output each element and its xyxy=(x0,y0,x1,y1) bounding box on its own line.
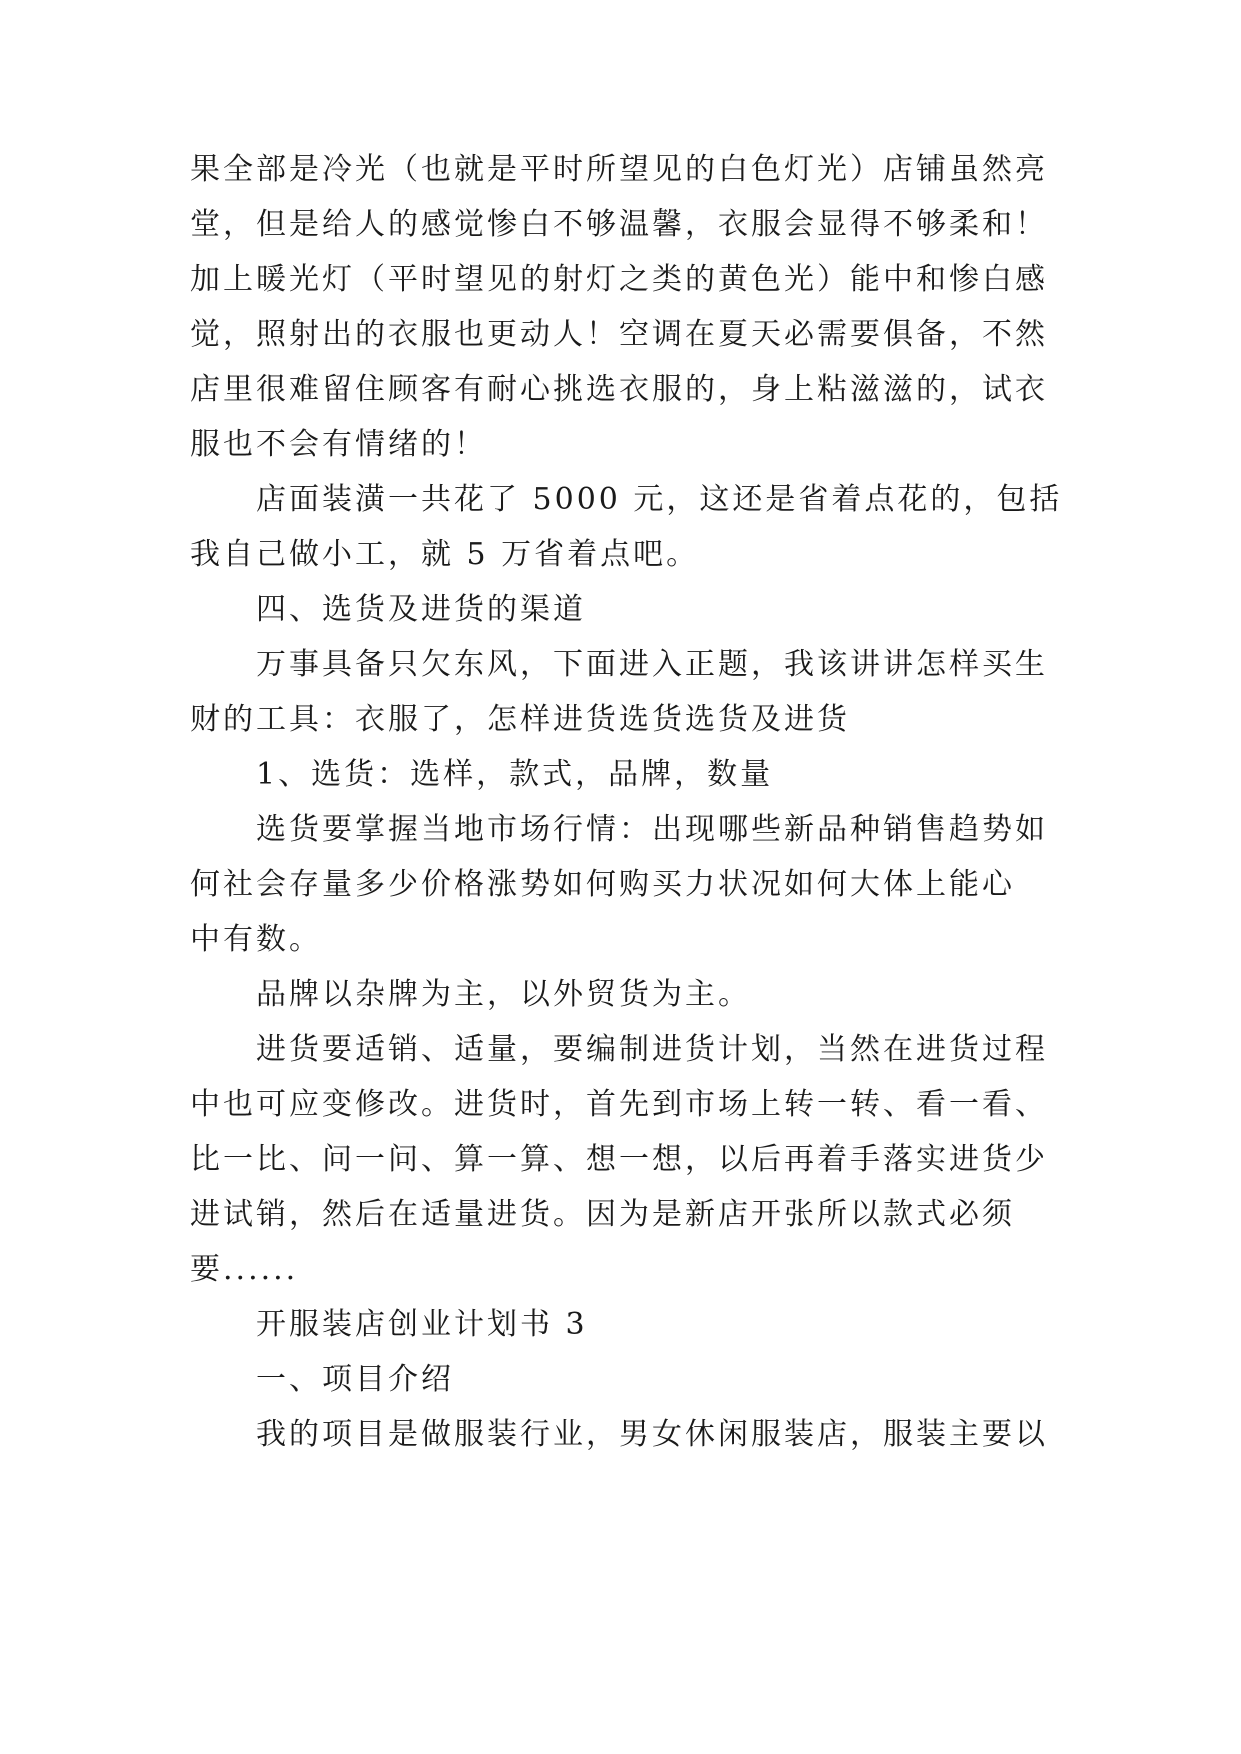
paragraph-first-line: 品牌以杂牌为主，以外贸货为主。 xyxy=(256,977,751,1012)
text-line: 加上暖光灯（平时望见的射灯之类的黄色光）能中和惨白感 xyxy=(190,262,1048,297)
text-line: 店里很难留住顾客有耐心挑选衣服的，身上粘滋滋的，试衣 xyxy=(190,372,1048,407)
text-line: 何社会存量多少价格涨势如何购买力状况如何大体上能心 xyxy=(190,867,1015,902)
paragraph-first-line: 选货要掌握当地市场行情：出现哪些新品种销售趋势如 xyxy=(256,812,1048,847)
document-title: 开服装店创业计划书 3 xyxy=(256,1307,588,1342)
paragraph-first-line: 店面装潢一共花了 5000 元，这还是省着点花的，包括 xyxy=(256,482,1063,517)
text-line: 觉，照射出的衣服也更动人！空调在夏天必需要俱备，不然 xyxy=(190,317,1048,352)
text-line: 进试销，然后在适量进货。因为是新店开张所以款式必须 xyxy=(190,1197,1015,1232)
subsection-heading: 1、选货：选样，款式，品牌，数量 xyxy=(256,757,774,792)
text-line: 财的工具：衣服了，怎样进货选货选货及进货 xyxy=(190,702,850,737)
text-line: 比一比、问一问、算一算、想一想，以后再着手落实进货少 xyxy=(190,1142,1048,1177)
paragraph-first-line: 进货要适销、适量，要编制进货计划，当然在进货过程 xyxy=(256,1032,1048,1067)
text-line: 果全部是冷光（也就是平时所望见的白色灯光）店铺虽然亮 xyxy=(190,152,1048,187)
text-line: 要...... xyxy=(190,1252,299,1287)
text-line: 堂，但是给人的感觉惨白不够温馨，衣服会显得不够柔和！ xyxy=(190,207,1048,242)
section-heading: 四、选货及进货的渠道 xyxy=(256,592,586,627)
paragraph-first-line: 我的项目是做服装行业，男女休闲服装店，服装主要以 xyxy=(256,1417,1048,1452)
text-line: 我自己做小工，就 5 万省着点吧。 xyxy=(190,537,700,572)
paragraph-first-line: 万事具备只欠东风，下面进入正题，我该讲讲怎样买生 xyxy=(256,647,1048,682)
section-heading: 一、项目介绍 xyxy=(256,1362,454,1397)
text-line: 服也不会有情绪的！ xyxy=(190,427,487,462)
text-line: 中有数。 xyxy=(190,922,322,957)
text-line: 中也可应变修改。进货时，首先到市场上转一转、看一看、 xyxy=(190,1087,1048,1122)
